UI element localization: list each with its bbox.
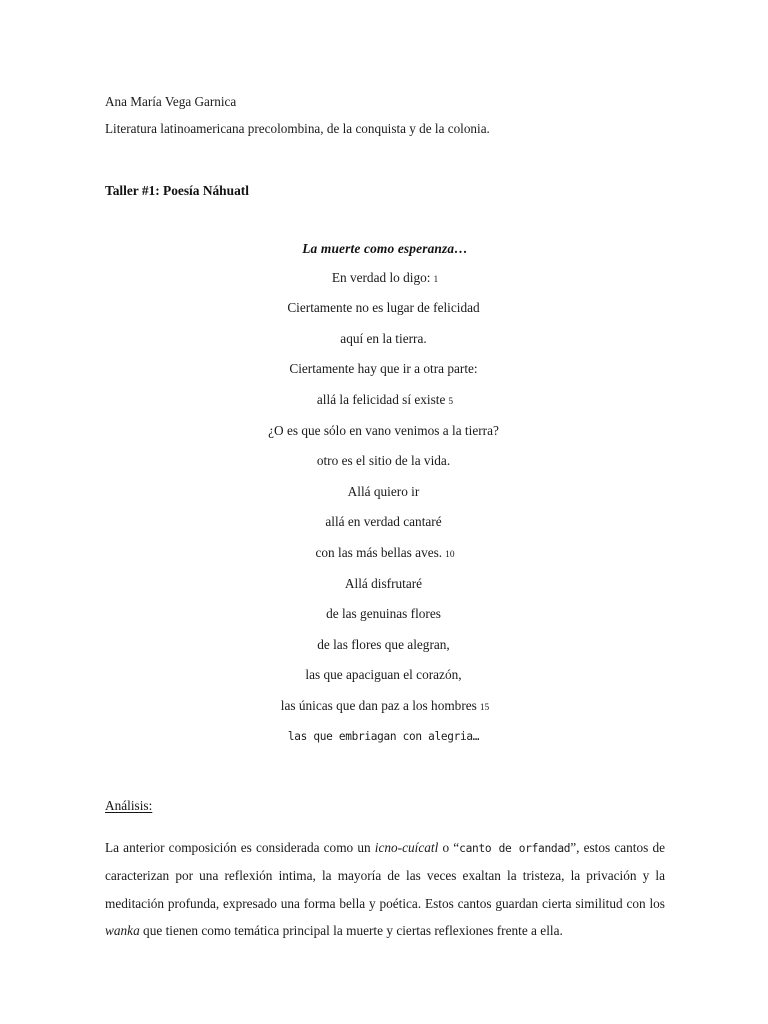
verse-text: allá la felicidad sí existe (316, 391, 446, 407)
verse-line-number (441, 611, 444, 621)
verse-line-number (450, 458, 453, 468)
poem-verse (105, 386, 665, 417)
author-name: Ana María Vega Garnica (105, 94, 237, 109)
verse-text: las que embriagan con alegria… (287, 729, 480, 743)
verse-text: Allá quiero ir (347, 483, 420, 499)
verse-line-number: 15 (479, 702, 490, 713)
poem-verse (105, 570, 665, 601)
verse-text: de las flores que alegran, (317, 636, 450, 652)
poem-verse (105, 417, 665, 448)
verse-line-number (478, 366, 481, 376)
poem-verse (105, 661, 665, 692)
poem-verse (105, 355, 665, 386)
assignment-heading: Taller #1: Poesía Náhuatl (105, 183, 249, 198)
verse-text: Ciertamente no es lugar de felicidad (287, 300, 480, 316)
poem-verse (105, 600, 665, 631)
analysis-heading: Análisis: (105, 798, 153, 814)
poem-verse (105, 723, 665, 753)
analysis-text-part-2: o “ (438, 840, 460, 856)
verse-line-number (427, 336, 430, 346)
poem-block (105, 235, 665, 752)
poem-verse (105, 325, 665, 356)
poem-verse (105, 294, 665, 325)
verse-line-number: 10 (445, 549, 455, 560)
course-title: Literatura latinoamericana precolombina, de la conquista y de la colonia. (105, 121, 490, 136)
verse-text: las que apaciguan el corazón, (305, 667, 462, 683)
verse-text: otro es el sitio de la vida. (316, 453, 451, 469)
term-canto-de-orfandad: canto de orfandad (459, 842, 571, 856)
verse-text: con las más bellas aves. (315, 544, 443, 560)
poem-verse (105, 539, 665, 570)
verse-text: Allá disfrutaré (344, 575, 423, 591)
poem-verse (105, 447, 665, 478)
poem-title: La muerte como esperanza… (302, 241, 468, 256)
verse-line-number: 1 (433, 274, 439, 285)
verse-text: allá en verdad cantaré (325, 514, 442, 530)
verse-text: Ciertamente hay que ir a otra parte: (289, 361, 478, 377)
document-content (105, 88, 665, 957)
verse-line-number (480, 305, 483, 315)
poem-verse (105, 631, 665, 662)
term-icno-cuicatl: icno-cuícatl (374, 840, 439, 856)
verse-line-number (462, 672, 465, 682)
verse-text: En verdad lo digo: (331, 269, 431, 285)
verse-line-number (422, 581, 425, 591)
analysis-paragraph (105, 834, 665, 944)
verse-line-number: 5 (448, 396, 454, 407)
analysis-text-part-4: que tienen como temática principal la muerte y ciertas reflexiones frente a ella. (139, 922, 563, 938)
poem-verse (105, 264, 665, 295)
poem-verse (105, 478, 665, 509)
verse-text: las únicas que dan paz a los hombres (280, 697, 477, 713)
verse-line-number (419, 489, 422, 499)
verse-line-number (499, 428, 502, 438)
verse-text: de las genuinas flores (326, 606, 441, 622)
poem-verse (105, 508, 665, 539)
verse-line-number (479, 732, 482, 743)
analysis-text-part-3: ”, estos cantos de caracterizan por una reflexión intima, la mayoría de las veces exaltan la tristeza, la privación y la meditación profunda, expresado una forma bella y poética. Estos cantos guardan cierta similitud con los (105, 840, 666, 911)
verse-line-number (450, 642, 453, 652)
analysis-text-part-1: La anterior composición es considerada como un (105, 840, 375, 856)
poem-verse (105, 692, 665, 723)
verse-line-number (442, 519, 445, 529)
verse-text: ¿O es que sólo en vano venimos a la tierra? (268, 422, 499, 438)
verse-text: aquí en la tierra. (340, 330, 427, 346)
term-wanka: wanka (105, 922, 140, 938)
